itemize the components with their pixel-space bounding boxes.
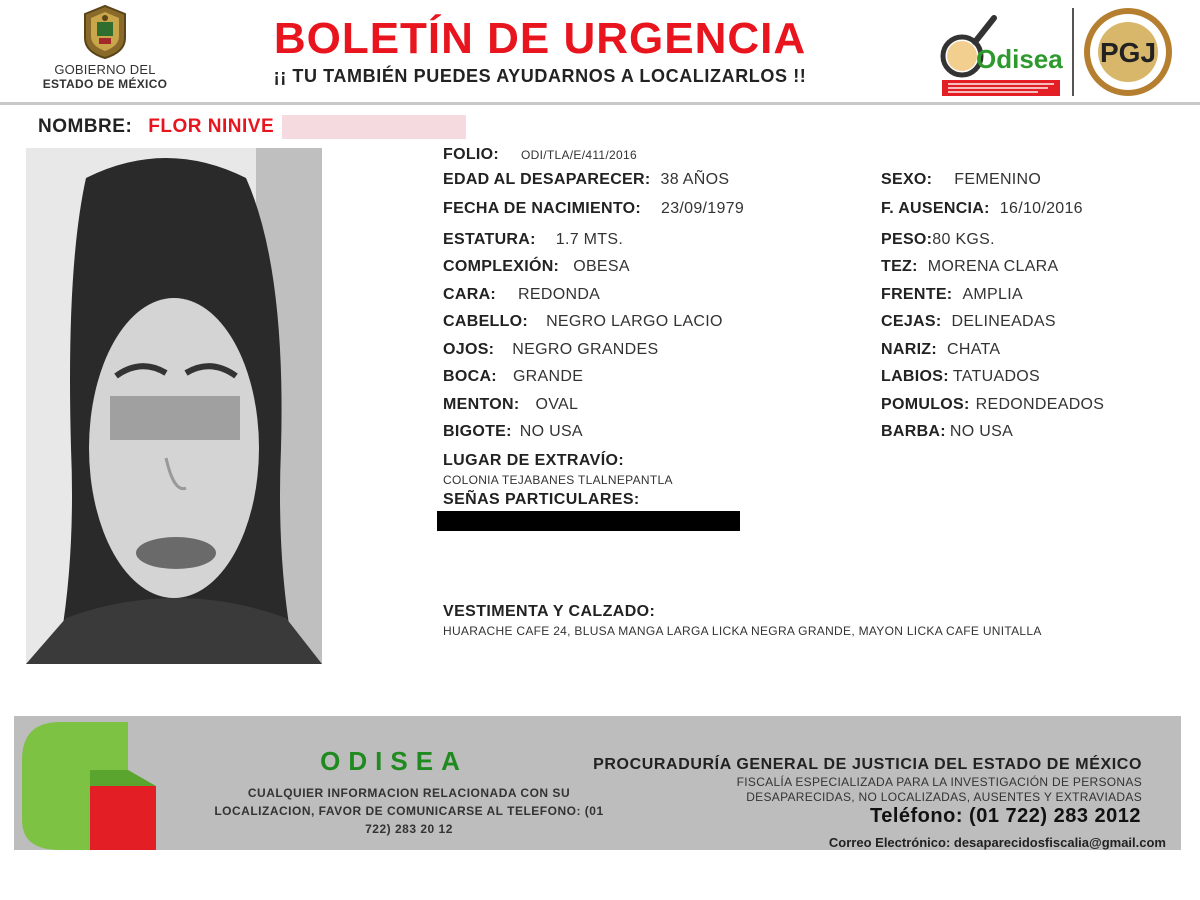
gobierno-line2: ESTADO DE MÉXICO: [42, 77, 168, 91]
coat-of-arms-icon: [79, 4, 131, 60]
labios-label: LABIOS:: [881, 368, 949, 385]
ojos-label: OJOS:: [443, 341, 495, 358]
cara-value: REDONDA: [518, 286, 601, 303]
bigote-value: NO USA: [519, 423, 583, 440]
estatura-value: 1.7 MTS.: [555, 231, 624, 248]
name-label: NOMBRE:: [38, 116, 133, 137]
frente-value: AMPLIA: [962, 286, 1023, 303]
g-logo-icon: [20, 720, 168, 850]
header-divider: [0, 102, 1200, 105]
labios-value: TATUADOS: [952, 368, 1041, 385]
cejas-value: DELINEADAS: [951, 313, 1056, 330]
menton-field: [443, 396, 578, 414]
gobierno-line1: GOBIERNO DEL: [54, 62, 156, 77]
boca-value: GRANDE: [512, 368, 584, 385]
lugar-value: COLONIA TEJABANES TLALNEPANTLA: [443, 473, 673, 487]
fiscalia-line2: DESAPARECIDAS, NO LOCALIZADAS, AUSENTES Y EXTRAVIADAS: [746, 790, 1142, 804]
cejas-field: [881, 313, 1056, 331]
boca-field: [443, 368, 583, 386]
footer-pgj-title: PROCURADURÍA GENERAL DE JUSTICIA DEL ESTADO DE MÉXICO: [593, 756, 1142, 773]
cara-field: [443, 286, 600, 304]
complexion-field: [443, 258, 630, 276]
cabello-value: NEGRO LARGO LACIO: [546, 313, 723, 330]
barba-field: [881, 423, 1013, 441]
nariz-field: [881, 341, 1000, 359]
cara-label: CARA:: [443, 286, 497, 303]
contact-line2: LOCALIZACION, FAVOR DE COMUNICARSE AL TELEFONO: (01: [214, 804, 604, 818]
gobierno-logo: [20, 4, 190, 100]
nariz-value: CHATA: [947, 341, 1001, 358]
senas-redaction: [437, 511, 740, 531]
ausencia-value: 16/10/2016: [999, 200, 1083, 217]
menton-label: MENTON:: [443, 396, 520, 413]
pomulos-value: REDONDEADOS: [975, 396, 1105, 413]
nariz-label: NARIZ:: [881, 341, 938, 358]
footer-odisea-title: ODISEA: [320, 746, 468, 776]
frente-label: FRENTE:: [881, 286, 953, 303]
vestimenta-value: HUARACHE CAFE 24, BLUSA MANGA LARGA LICKA NEGRA GRANDE, MAYON LICKA CAFE UNITALLA: [443, 624, 1042, 638]
pomulos-label: POMULOS:: [881, 396, 970, 413]
menton-value: OVAL: [535, 396, 579, 413]
header: [0, 0, 1200, 104]
vestimenta-label: VESTIMENTA Y CALZADO:: [443, 603, 656, 620]
fecha-nacimiento-label: FECHA DE NACIMIENTO:: [443, 200, 641, 217]
fiscalia-line1: FISCALÍA ESPECIALIZADA PARA LA INVESTIGACIÓN DE PERSONAS: [736, 775, 1142, 789]
pgj-logo-text: PGJ: [1099, 37, 1157, 68]
footer-correo: Correo Electrónico: desaparecidosfiscalia@gmail.com: [828, 835, 1166, 850]
frente-field: [881, 286, 1023, 304]
footer-telefono: Teléfono: (01 722) 283 2012: [869, 805, 1141, 827]
labios-field: [881, 368, 1040, 386]
bigote-label: BIGOTE:: [443, 423, 512, 440]
cejas-label: CEJAS:: [881, 313, 942, 330]
footer-banner: [14, 716, 1181, 850]
edad-field: [443, 171, 729, 189]
fecha-nacimiento-field: [443, 200, 744, 218]
page-title: BOLETÍN DE URGENCIA: [273, 14, 807, 63]
folio-label: FOLIO:: [443, 146, 500, 163]
ojos-value: NEGRO GRANDES: [512, 341, 659, 358]
name-row: [38, 114, 466, 140]
edad-value: 38 AÑOS: [660, 171, 730, 188]
folio-value: ODI/TLA/E/411/2016: [521, 148, 637, 162]
fecha-nacimiento-value: 23/09/1979: [661, 200, 745, 217]
footer-contact-text: [194, 784, 624, 838]
peso-field: [881, 231, 995, 249]
bigote-field: [443, 423, 583, 441]
complexion-label: COMPLEXIÓN:: [443, 258, 560, 275]
pomulos-field: [881, 396, 1104, 414]
ojos-field: [443, 341, 658, 359]
senas-label: SEÑAS PARTICULARES:: [443, 491, 640, 508]
name-value: FLOR NINIVE: [148, 116, 275, 137]
page-subtitle: ¡¡ TU TAMBIÉN PUEDES AYUDARNOS A LOCALIZARLOS !!: [273, 66, 807, 86]
name-redaction: [282, 115, 466, 139]
folio-field: [443, 146, 637, 164]
edad-label: EDAD AL DESAPARECER:: [443, 171, 651, 188]
odisea-logo-text: Odisea: [976, 44, 1063, 74]
ausencia-field: [881, 200, 1083, 218]
cabello-label: CABELLO:: [443, 313, 529, 330]
estatura-field: [443, 231, 623, 249]
boca-label: BOCA:: [443, 368, 497, 385]
tez-field: [881, 258, 1059, 276]
contact-line1: CUALQUIER INFORMACION RELACIONADA CON SU: [247, 786, 571, 800]
sexo-field: [881, 171, 1041, 189]
sexo-label: SEXO:: [881, 171, 933, 188]
lugar-label: LUGAR DE EXTRAVÍO:: [443, 452, 625, 469]
peso-label: PESO:: [881, 231, 933, 248]
barba-label: BARBA:: [881, 423, 946, 440]
tez-label: TEZ:: [881, 258, 918, 275]
peso-value: 80 KGS.: [932, 231, 995, 248]
complexion-value: OBESA: [573, 258, 630, 275]
logo-divider: [1072, 8, 1074, 96]
tez-value: MORENA CLARA: [927, 258, 1059, 275]
pgj-logo: [1082, 6, 1174, 98]
ausencia-label: F. AUSENCIA:: [881, 200, 990, 217]
estatura-label: ESTATURA:: [443, 231, 536, 248]
footer-fiscalia-text: [664, 775, 1142, 805]
person-photo: [26, 148, 322, 664]
cabello-field: [443, 313, 723, 331]
sexo-value: FEMENINO: [954, 171, 1042, 188]
barba-value: NO USA: [949, 423, 1014, 440]
odisea-logo: [940, 8, 1065, 100]
contact-line3: 722) 283 20 12: [365, 822, 453, 836]
